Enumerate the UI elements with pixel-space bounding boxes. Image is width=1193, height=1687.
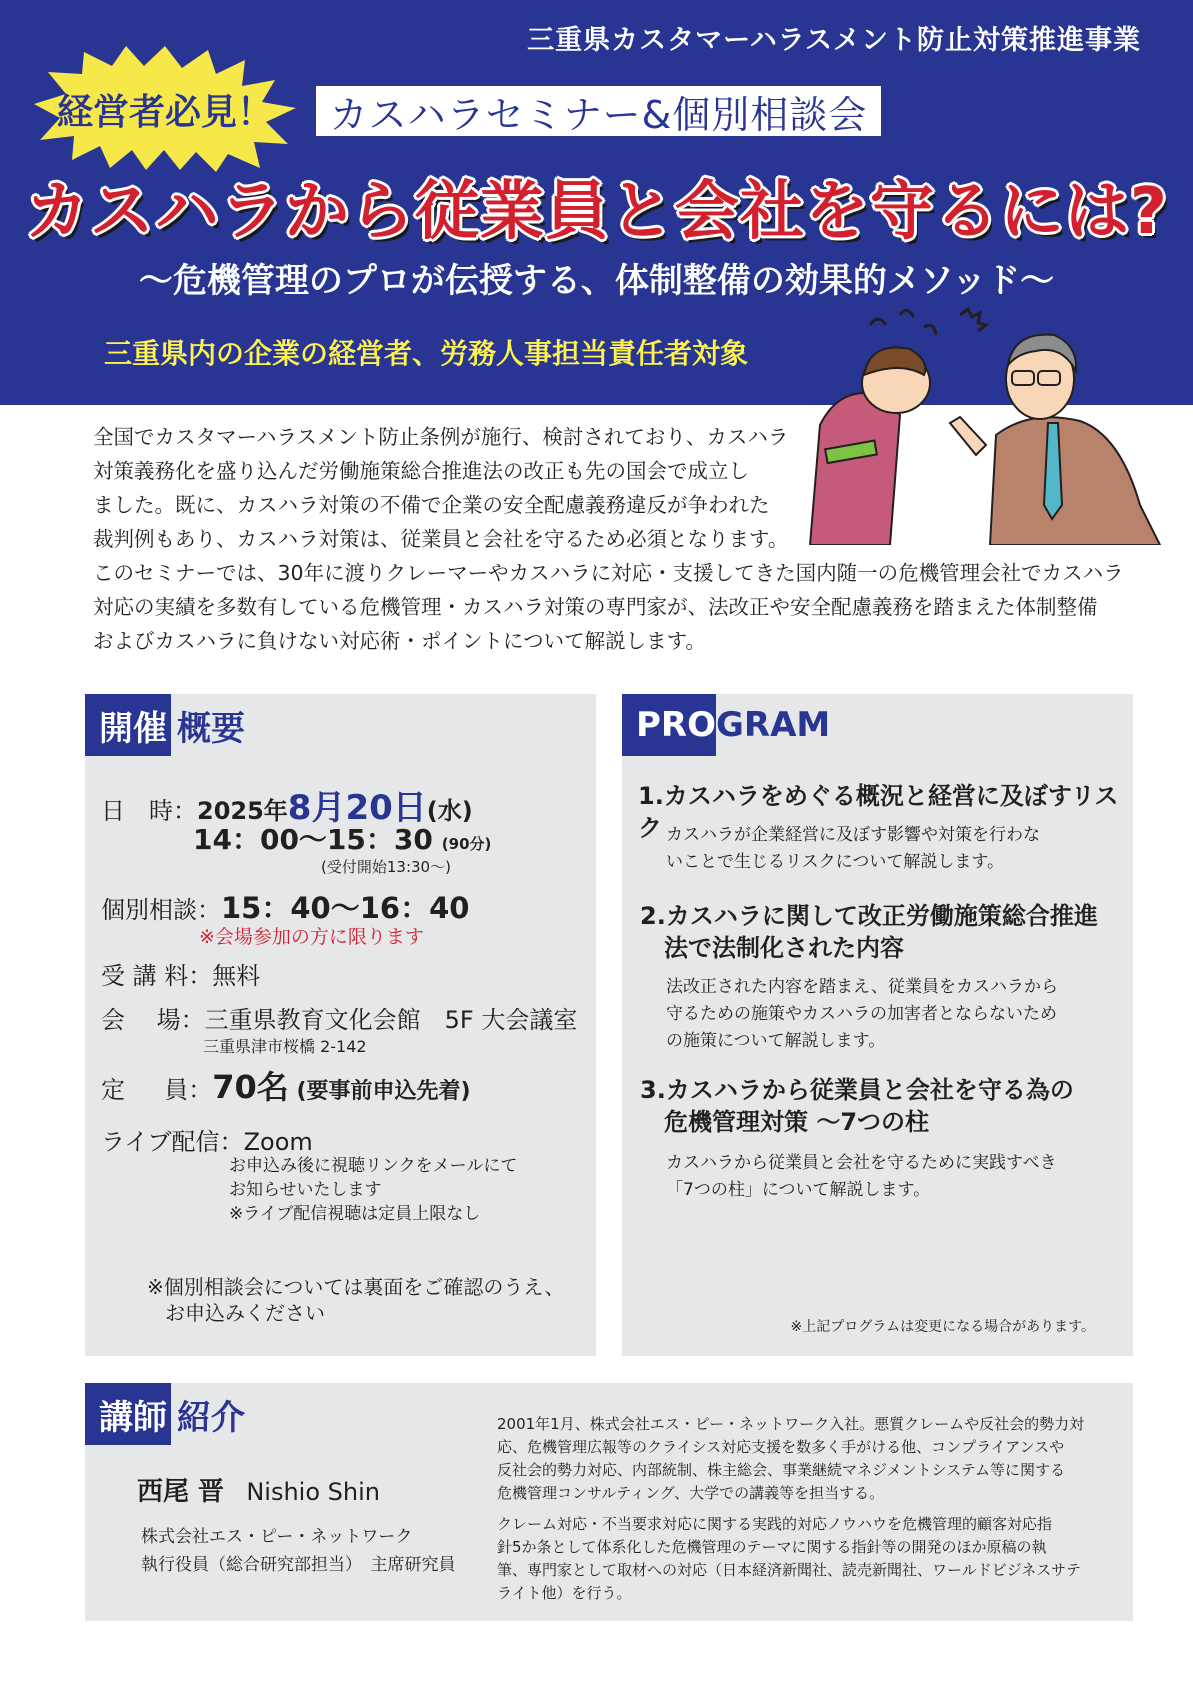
subtitle: 〜危機管理のプロが伝授する、体制整備の効果的メソッド〜 bbox=[138, 261, 1055, 301]
consult-row bbox=[101, 886, 469, 927]
overview-panel bbox=[85, 694, 596, 1356]
consult-note: ※会場参加の方に限ります bbox=[199, 926, 424, 948]
capacity-value: 70名 bbox=[212, 1068, 289, 1106]
heading-text: GRAM bbox=[716, 705, 831, 745]
affiliation-company: 株式会社エス・ピー・ネットワーク bbox=[141, 1527, 413, 1547]
program-heading bbox=[622, 694, 830, 756]
date-monthday: 8月20日 bbox=[287, 788, 427, 828]
intro-line: 対応の実績を多数有している危機管理・カスハラ対策の専門家が、法改正や安全配慮義務を踏まえた体制整備 bbox=[93, 595, 1098, 619]
bio-line: 筆、専門家として取材への対応（日本経済新聞社、読売新聞社、ワールドビジネスサテ bbox=[497, 1561, 1081, 1579]
date-year: 2025年 bbox=[197, 797, 288, 825]
lecturer-heading bbox=[85, 1383, 245, 1445]
lecturer-panel bbox=[85, 1383, 1133, 1621]
main-title: カスハラから従業員と会社を守るには? bbox=[24, 175, 1169, 249]
bio-line: 2001年1月、株式会社エス・ピー・ネットワーク入社。悪質クレームや反社会的勢力対 bbox=[497, 1415, 1085, 1433]
venue-label: 会 場： bbox=[101, 1006, 205, 1034]
intro-line: 裁判例もあり、カスハラ対策は、従業員と会社を守るため必須となります。 bbox=[93, 527, 789, 551]
desc-line: カスハラが企業経営に及ぼす影響や対策を行わな bbox=[666, 825, 1040, 845]
intro-text bbox=[93, 420, 1143, 658]
bio-line: 危機管理コンサルティング、大学での講義等を担当する。 bbox=[497, 1484, 885, 1502]
consult-footnote bbox=[147, 1274, 565, 1326]
program-note: ※上記プログラムは変更になる場合があります。 bbox=[790, 1319, 1095, 1335]
desc-line: カスハラから従業員と会社を守るために実践すべき bbox=[666, 1153, 1057, 1173]
program-item-desc bbox=[666, 974, 1058, 1055]
consult-label: 個別相談： bbox=[101, 896, 221, 924]
bio-line: 針5か条として体系化した危機管理のテーマに関する指針等の開発のほか原稿の執 bbox=[497, 1538, 1047, 1556]
time-duration: (90分) bbox=[441, 835, 492, 853]
heading-highlight: 開催 bbox=[85, 694, 171, 756]
capacity-label: 定 員： bbox=[101, 1076, 213, 1104]
live-row bbox=[101, 1122, 313, 1157]
program-item-title: 1.カスハラをめぐる概況と経営に及ぼすリスク bbox=[638, 782, 1119, 842]
agency-name: 三重県カスタマーハラスメント防止対策推進事業 bbox=[527, 25, 1141, 56]
desc-line: 守るための施策やカスハラの加害者とならないため bbox=[666, 1004, 1057, 1024]
capacity-row bbox=[101, 1062, 471, 1108]
program-item-desc bbox=[666, 822, 1040, 876]
lecturer-bio-2 bbox=[497, 1513, 1097, 1605]
lecturer-name bbox=[137, 1471, 380, 1508]
live-note: お申込み後に視聴リンクをメールにて bbox=[229, 1156, 518, 1176]
name-japanese: 西尾 晋 bbox=[137, 1477, 225, 1507]
bio-line: 反社会的勢力対応、内部統制、株主総会、事業継続マネジメントシステム等に関する bbox=[497, 1461, 1066, 1479]
seminar-label: カスハラセミナー&個別相談会 bbox=[316, 86, 881, 136]
venue-row bbox=[101, 1000, 577, 1035]
live-note: お知らせいたします bbox=[229, 1180, 382, 1200]
fee-row bbox=[101, 956, 260, 991]
fee-value: 無料 bbox=[212, 962, 261, 990]
lecturer-affiliation bbox=[141, 1523, 456, 1579]
program-panel bbox=[622, 694, 1133, 1356]
program-item-desc bbox=[666, 1150, 1057, 1204]
live-notes bbox=[229, 1154, 517, 1226]
venue-name: 三重県教育文化会館 5F 大会議室 bbox=[204, 1006, 578, 1034]
program-item-title bbox=[640, 1074, 1074, 1138]
intro-line: ました。既に、カスハラ対策の不備で企業の安全配慮義務違反が争われた bbox=[93, 493, 770, 517]
intro-line: 全国でカスタマーハラスメント防止条例が施行、検討されており、カスハラ bbox=[93, 425, 789, 449]
heading-highlight: PRO bbox=[622, 694, 716, 756]
title-line: 3.カスハラから従業員と会社を守る為の bbox=[640, 1076, 1074, 1104]
time-range: 14：00〜15：30 bbox=[193, 823, 433, 856]
live-note: ※ライブ配信視聴は定員上限なし bbox=[229, 1204, 481, 1224]
reception-time: (受付開始13:30〜) bbox=[321, 858, 451, 876]
program-item-title bbox=[640, 900, 1098, 964]
title-line: 法で法制化された内容 bbox=[664, 934, 904, 962]
overview-heading bbox=[85, 694, 245, 756]
desc-line: の施策について解説します。 bbox=[666, 1031, 886, 1051]
venue-address: 三重県津市桜橋 2-142 bbox=[203, 1037, 367, 1056]
date-weekday: (水) bbox=[426, 797, 473, 825]
target-audience: 三重県内の企業の経営者、労務人事担当責任者対象 bbox=[104, 337, 749, 370]
live-value: Zoom bbox=[243, 1128, 313, 1156]
live-label: ライブ配信： bbox=[101, 1128, 244, 1156]
bio-line: クレーム対応・不当要求対応に関する実践的対応ノウハウを危機管理的顧客対応指 bbox=[497, 1515, 1053, 1533]
heading-text: 紹介 bbox=[177, 1397, 245, 1438]
title-line: 危機管理対策 〜7つの柱 bbox=[664, 1108, 930, 1136]
footnote-line: お申込みください bbox=[165, 1301, 325, 1325]
consult-time: 15：40〜16：40 bbox=[221, 891, 470, 925]
affiliation-role: 執行役員（総合研究部担当） 主席研究員 bbox=[141, 1555, 456, 1575]
time-row bbox=[193, 818, 491, 858]
title-line: 2.カスハラに関して改正労働施策総合推進 bbox=[640, 902, 1098, 930]
intro-line: このセミナーでは、30年に渡りクレーマーやカスハラに対応・支援してきた国内随一の危機管理会社でカスハラ bbox=[93, 561, 1124, 585]
footnote-line: ※個別相談会については裏面をご確認のうえ、 bbox=[147, 1275, 565, 1299]
intro-line: およびカスハラに負けない対応術・ポイントについて解説します。 bbox=[93, 629, 706, 653]
stress-marks bbox=[870, 309, 986, 335]
heading-text: 概要 bbox=[177, 708, 245, 749]
bio-line: ライト他）を行う。 bbox=[497, 1584, 632, 1602]
fee-label: 受 講 料： bbox=[101, 962, 213, 990]
intro-line: 対策義務化を盛り込んだ労働施策総合推進法の改正も先の国会で成立し bbox=[93, 459, 749, 483]
desc-line: 「7つの柱」について解説します。 bbox=[666, 1180, 931, 1200]
heading-highlight: 講師 bbox=[85, 1383, 171, 1445]
desc-line: 法改正された内容を踏まえ、従業員をカスハラから bbox=[666, 977, 1059, 997]
must-see-burst bbox=[30, 44, 300, 174]
burst-label: 経営者必見！ bbox=[56, 91, 273, 133]
bio-line: 応、危機管理広報等のクライシス対応支援を数多く手がける他、コンプライアンスや bbox=[497, 1438, 1065, 1456]
lecturer-bio-1 bbox=[497, 1413, 1097, 1505]
date-label: 日 時： bbox=[101, 797, 197, 825]
name-english: Nishio Shin bbox=[246, 1478, 380, 1506]
desc-line: いことで生じるリスクについて解説します。 bbox=[666, 852, 1004, 872]
capacity-note: (要事前申込先着) bbox=[296, 1079, 471, 1104]
